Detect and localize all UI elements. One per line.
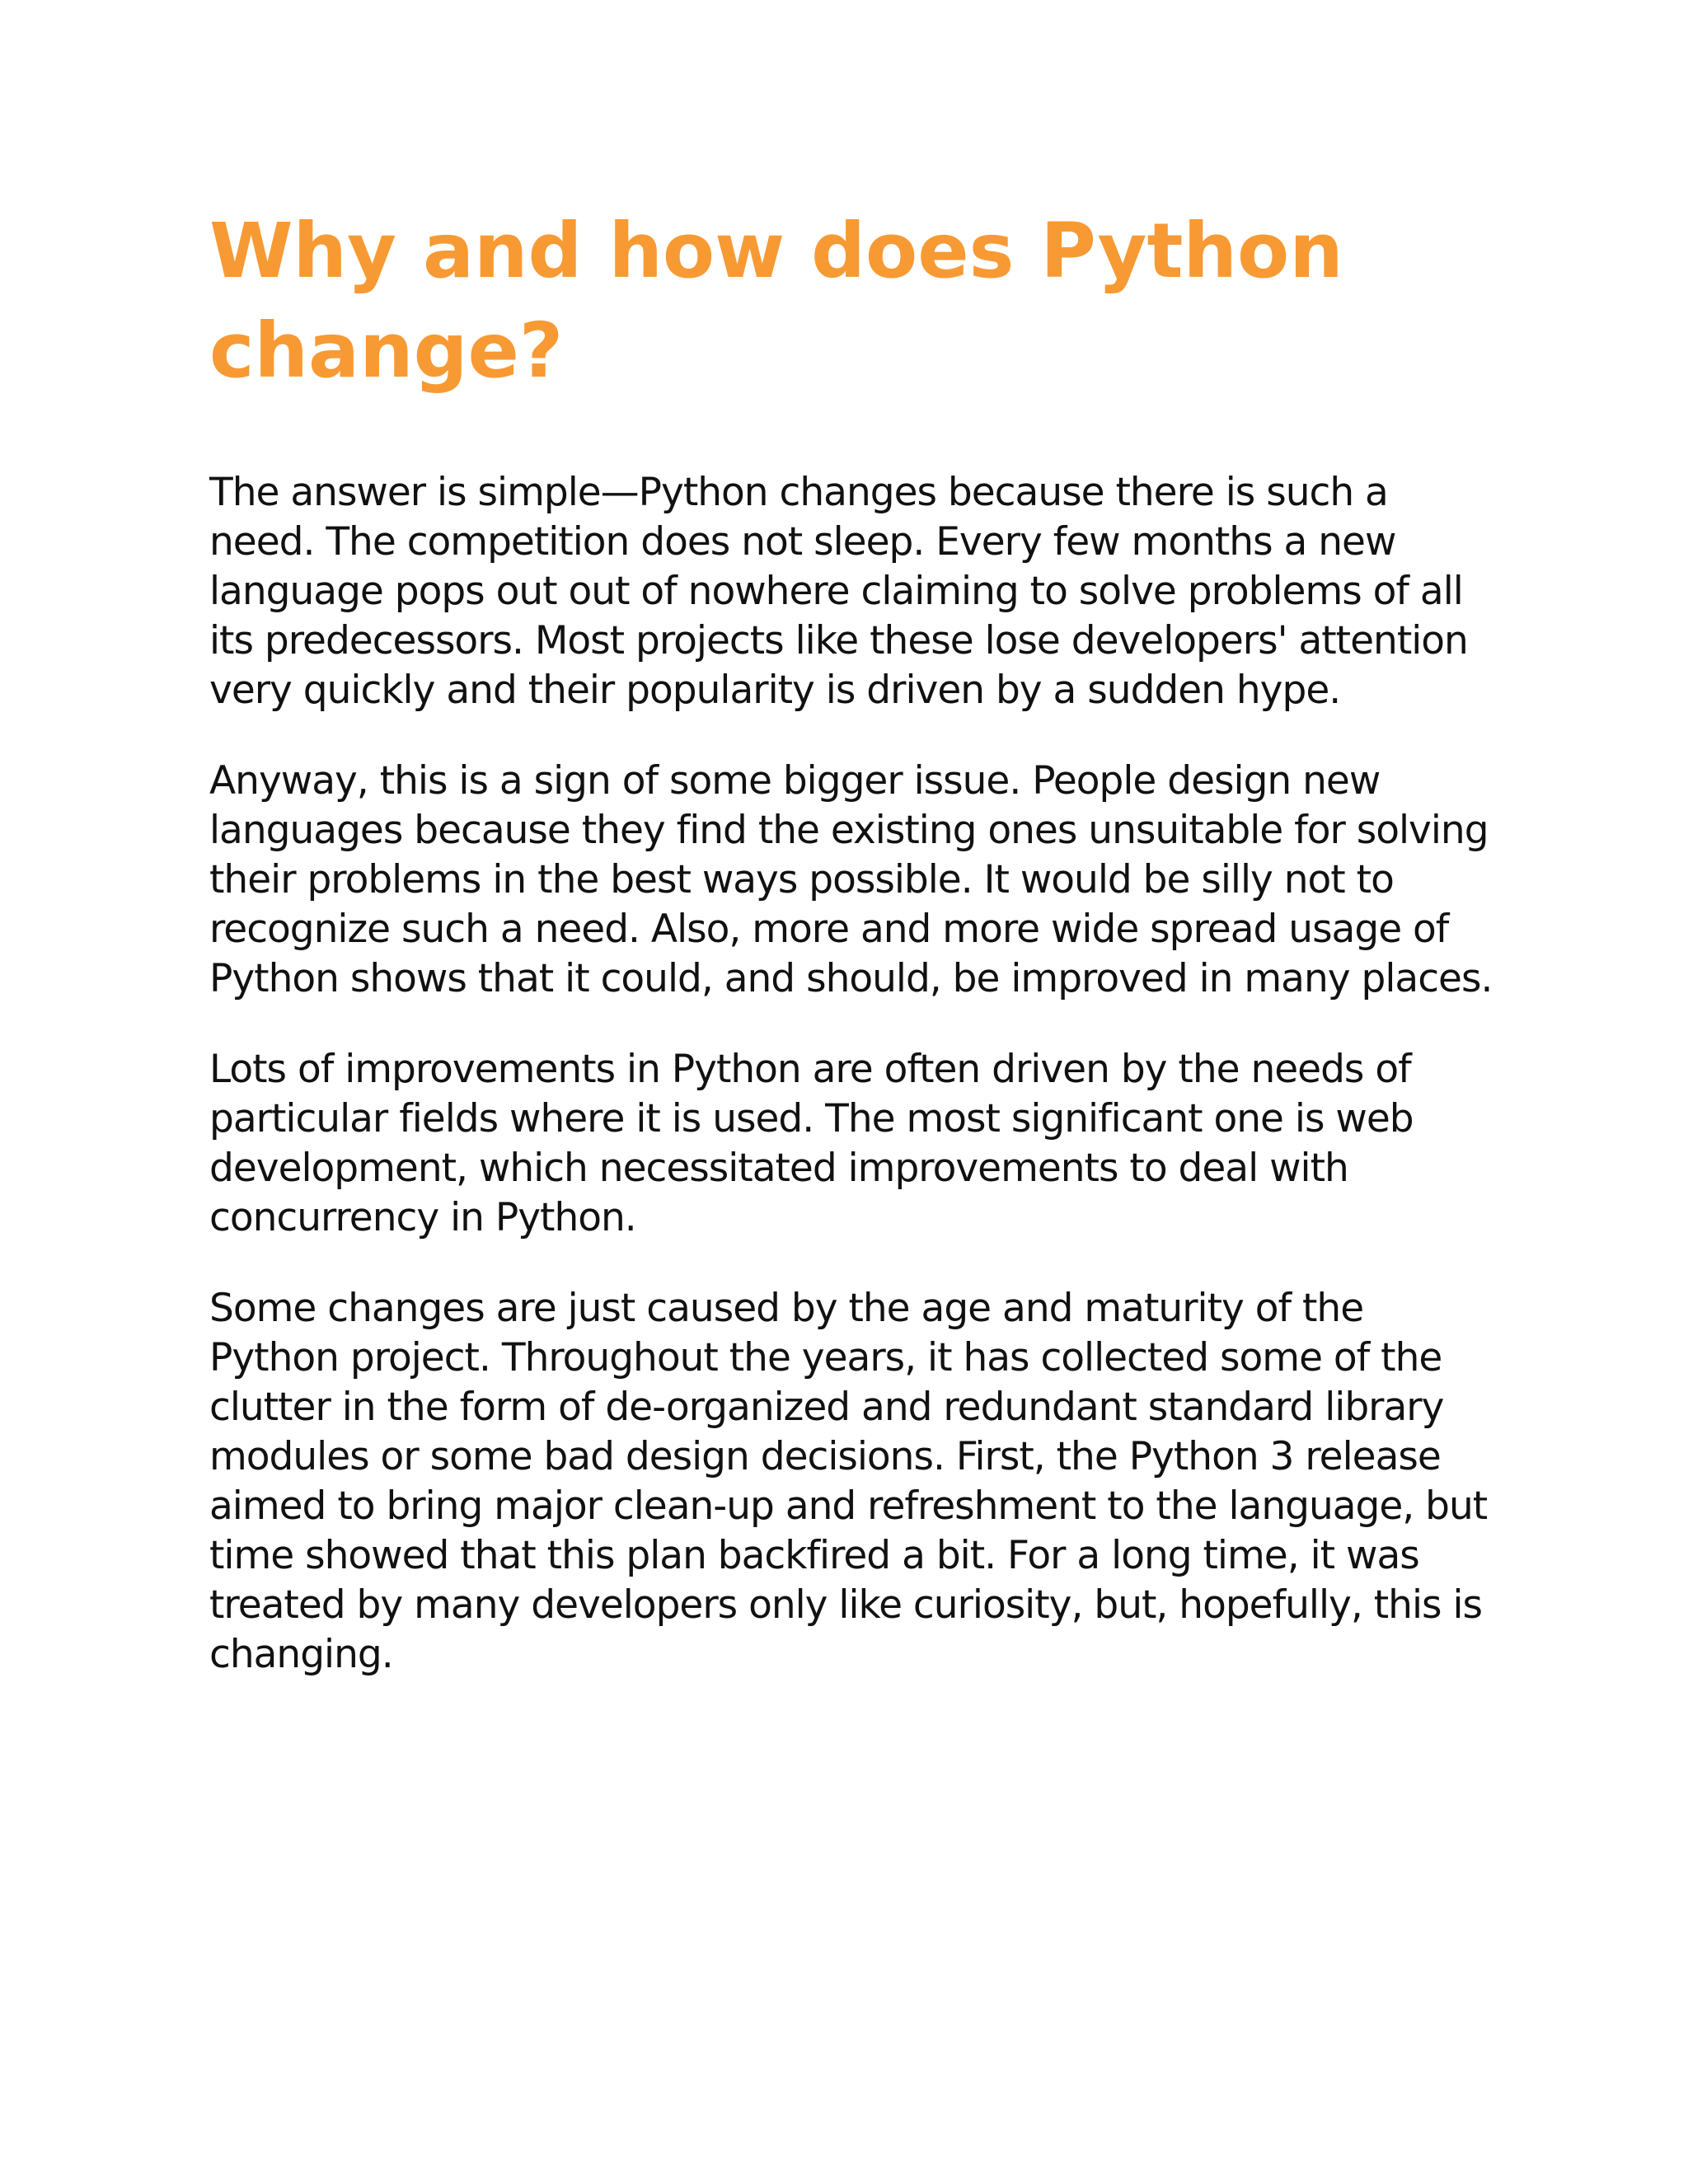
page-content bbox=[209, 201, 1495, 1721]
page-title: Why and how does Python change? bbox=[209, 207, 1343, 395]
article-body bbox=[209, 468, 1495, 1680]
paragraph-4: Some changes are just caused by the age and maturity of the Python project. Throughout the years, it has collected some of the clutter in the form of de-organized and redundant standard library modules or some bad design decisions. First, the Python 3 release aimed to bring major clean-up and refreshment to the language, but time showed that this plan backfired a bit. For a long time, it was treated by many developers only like curiosity, but, hopefully, this is changing. bbox=[209, 1286, 1488, 1677]
paragraph-1: The answer is simple—Python changes because there is such a need. The competition does not sleep. Every few months a new language pops out out of nowhere claiming to solve problems of all its predecessors. Most projects like these lose developers' attention very quickly and their popularity is driven by a sudden hype. bbox=[209, 470, 1468, 713]
paragraph-2: Anyway, this is a sign of some bigger issue. People design new languages because they find the existing ones unsuitable for solving their problems in the best ways possible. It would be silly not to recognize such a need. Also, more and more wide spread usage of Python shows that it could, and should, be improved in many places. bbox=[209, 758, 1493, 1001]
paragraph-3: Lots of improvements in Python are often driven by the needs of particular fields where it is used. The most significant one is web development, which necessitated improvements to deal with concurrency in Python. bbox=[209, 1047, 1414, 1240]
